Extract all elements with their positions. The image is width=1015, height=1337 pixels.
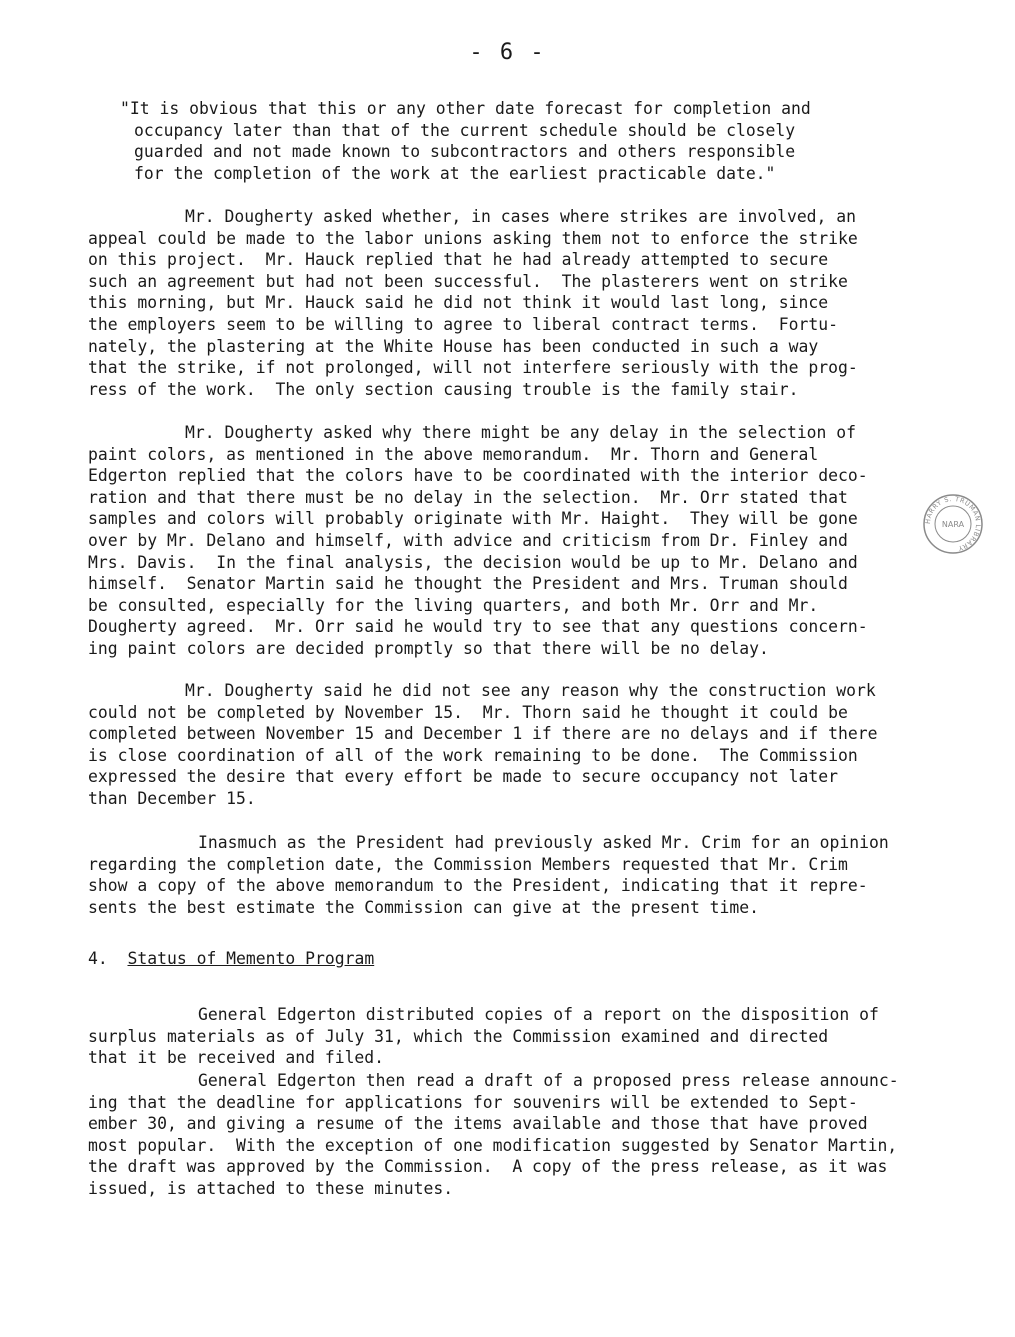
paragraph-line: this morning, but Mr. Hauck said he did not think it would last long, since [88,293,829,313]
paragraph-line: sents the best estimate the Commission can give at the present time. [88,897,760,917]
page-number: - 6 - [469,40,546,65]
paragraph-line: on this project. Mr. Hauck replied that he had already attempted to secure [88,250,829,270]
paragraph-line: most popular. With the exception of one modification suggested by Senator Martin, [88,1135,898,1155]
paragraph-line: Dougherty agreed. Mr. Orr said he would try to see that any questions concern- [88,617,868,637]
section-title: Status of Memento Program [127,949,375,968]
paragraph-completion [88,680,946,810]
paragraph-line: paint colors, as mentioned in the above memorandum. Mr. Thorn and General [88,444,819,464]
quote-line: for the completion of the work at the earliest practicable date." [134,163,776,183]
paragraph-line: be consulted, especially for the living quarters, and both Mr. Orr and Mr. [88,595,819,615]
paragraph-line: expressed the desire that every effort be made to secure occupancy not later [88,767,838,787]
paragraph-line: Edgerton replied that the colors have to be coordinated with the interior deco- [88,466,868,486]
paragraph-line: the employers seem to be willing to agree to liberal contract terms. Fortu- [88,314,838,334]
paragraph-line: than December 15. [88,788,256,808]
paragraph-president [88,832,946,918]
paragraph-surplus [88,1004,946,1069]
paragraph-line: appeal could be made to the labor unions asking them not to enforce the strike [88,228,858,248]
svg-text:HARRY S. TRUMAN LIBRARY: HARRY S. TRUMAN LIBRARY [923,494,983,553]
paragraph-line: himself. Senator Martin said he thought the President and Mrs. Truman should [88,574,848,594]
paragraph-line: such an agreement but had not been successful. The plasterers went on strike [88,271,848,291]
paragraph-line: Mr. Dougherty said he did not see any reason why the construction work [185,681,876,700]
quote-line: "It is obvious that this or any other date forecast for completion and [120,99,811,118]
paragraph-line: that it be received and filed. [88,1048,385,1068]
section-heading [88,948,946,970]
section-heading-line [88,948,946,970]
paragraph-line: Mr. Dougherty asked why there might be any delay in the selection of [185,423,857,442]
paragraph-line: surplus materials as of July 31, which the Commission examined and directed [88,1026,829,1046]
paragraph-line: ress of the work. The only section causing trouble is the family stair. [88,379,799,399]
paragraph-line: the draft was approved by the Commission. A copy of the press release, as it was [88,1157,888,1177]
paragraph-line: show a copy of the above memorandum to the President, indicating that it repre- [88,876,868,896]
quote-line: occupancy later than that of the current schedule should be closely [134,120,796,140]
paragraph-line: issued, is attached to these minutes. [88,1178,454,1198]
paragraph-line: Mrs. Davis. In the final analysis, the decision would be up to Mr. Delano and [88,552,858,572]
paragraph-line: nately, the plastering at the White House has been conducted in such a way [88,336,819,356]
library-stamp-icon [922,493,984,555]
paragraph-line: General Edgerton then read a draft of a proposed press release announc- [198,1071,899,1090]
svg-text:NARA: NARA [941,520,965,529]
paragraph-strikes [88,206,946,400]
section-number: 4. [88,949,108,968]
paragraph-paint-colors [88,422,946,660]
paragraph-line: ration and that there must be no delay in the selection. Mr. Orr stated that [88,487,848,507]
paragraph-line: ember 30, and giving a resume of the items available and those that have proved [88,1114,868,1134]
paragraph-line: Inasmuch as the President had previously asked Mr. Crim for an opinion [198,833,889,852]
paragraph-press-release [88,1070,946,1200]
paragraph-line: ing that the deadline for applications for souvenirs will be extended to Sept- [88,1092,858,1112]
paragraph-line: completed between November 15 and December 1 if there are no delays and if there [88,724,878,744]
paragraph-line: Mr. Dougherty asked whether, in cases where strikes are involved, an [185,207,857,226]
paragraph-line: ing paint colors are decided promptly so that there will be no delay. [88,638,769,658]
paragraph-line: General Edgerton distributed copies of a report on the disposition of [198,1005,879,1024]
quote-line: guarded and not made known to subcontractors and others responsible [134,142,796,162]
quote-block [120,98,978,184]
paragraph-line: that the strike, if not prolonged, will not interfere seriously with the prog- [88,358,858,378]
paragraph-line: samples and colors will probably originate with Mr. Haight. They will be gone [88,509,858,529]
paragraph-line: could not be completed by November 15. Mr. Thorn said he thought it could be [88,702,848,722]
paragraph-line: regarding the completion date, the Commission Members requested that Mr. Crim [88,854,848,874]
paragraph-line: is close coordination of all of the work remaining to be done. The Commission [88,745,858,765]
paragraph-line: over by Mr. Delano and himself, with advice and criticism from Dr. Finley and [88,530,848,550]
